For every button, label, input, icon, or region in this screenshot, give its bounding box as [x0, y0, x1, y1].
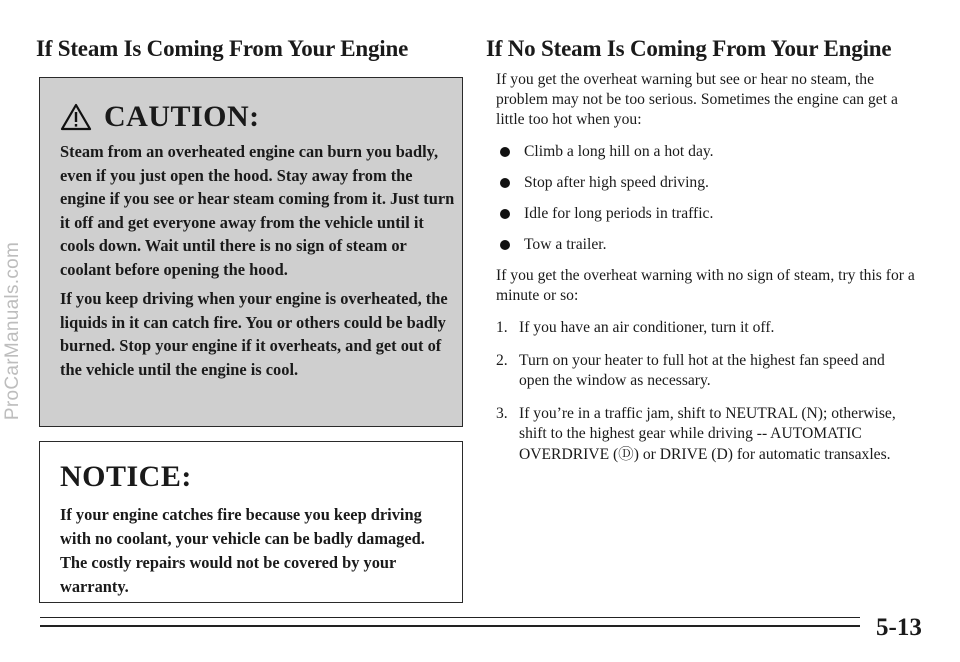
step-text: Turn on your heater to full hot at the highest fan speed and open the window as necessary.: [519, 351, 885, 389]
list-item: [496, 142, 916, 162]
step-number: 3.: [496, 404, 508, 422]
notice-body: If your engine catches fire because you keep driving with no coolant, your vehicle can be badly damaged. The costly repairs would not be covered by your warranty.: [60, 505, 425, 596]
caution-header: [60, 100, 260, 134]
instructions-intro: If you get the overheat warning with no sign of steam, try this for a minute or so:: [496, 267, 915, 304]
step-number: 2.: [496, 351, 508, 369]
bullet-text: Climb a long hill on a hot day.: [524, 143, 714, 160]
step-text: If you have an air conditioner, turn it off.: [519, 319, 775, 336]
bullet-list: [496, 142, 916, 255]
step-item: [496, 318, 916, 339]
caution-paragraph: If you keep driving when your engine is overheated, the liquids in it can catch fire. You or others could be badly burned. Stop your engine if it overheats, and get out of the vehicle until the engine is cool.: [60, 289, 448, 379]
watermark: [2, 0, 24, 662]
right-column: [496, 70, 916, 477]
bullet-text: Idle for long periods in traffic.: [524, 205, 714, 222]
intro-paragraph: If you get the overheat warning but see or hear no steam, the problem may not be too serious. Sometimes the engine can get a little too hot when you:: [496, 71, 898, 128]
right-section-title: If No Steam Is Coming From Your Engine: [486, 36, 892, 61]
notice-box: [39, 441, 463, 603]
bullet-icon: [500, 147, 510, 157]
step-item: [496, 404, 916, 466]
left-section-title: If Steam Is Coming From Your Engine: [36, 36, 409, 61]
caution-paragraph: Steam from an overheated engine can burn you badly, even if you just open the hood. Stay away from the engine if you see or hear steam coming from it. Just turn it off and get everyone away from the vehicle until it cools down. Wait until there is no sign of steam or coolant before opening the hood.: [60, 142, 455, 279]
steps-list: [496, 318, 916, 465]
caution-body: [60, 140, 460, 387]
list-item: [496, 235, 916, 255]
bullet-text: Tow a trailer.: [524, 236, 607, 253]
bullet-icon: [500, 209, 510, 219]
warning-triangle-icon: [60, 103, 92, 131]
list-item: [496, 204, 916, 224]
footer-rule: [40, 625, 860, 627]
list-item: [496, 173, 916, 193]
notice-label: NOTICE:: [60, 460, 192, 493]
caution-box: [39, 77, 463, 427]
bullet-icon: [500, 240, 510, 250]
step-number: 1.: [496, 319, 508, 336]
bullet-text: Stop after high speed driving.: [524, 174, 709, 191]
caution-label: CAUTION:: [104, 100, 260, 133]
bullet-icon: [500, 178, 510, 188]
footer-rule: [40, 617, 860, 618]
watermark-text: ProCarManuals.com: [2, 241, 23, 421]
step-text: If you’re in a traffic jam, shift to NEUTRAL (N); otherwise, shift to the highest gear while driving -- AUTOMATIC OVERDRIVE (Ⓓ) or DRIVE (D) for automatic transaxles.: [519, 404, 896, 463]
step-item: [496, 351, 916, 392]
page-number: 5-13: [876, 614, 922, 641]
